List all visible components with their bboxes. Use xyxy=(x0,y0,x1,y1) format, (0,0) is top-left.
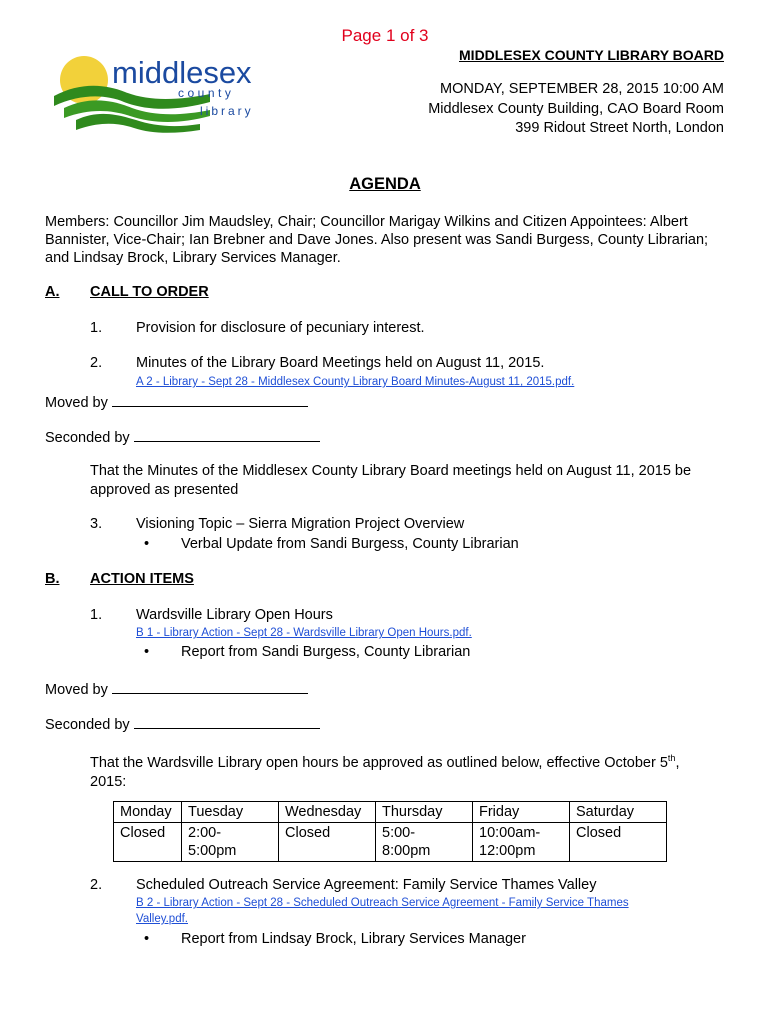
item-b2-attachment-link[interactable] xyxy=(136,895,629,927)
header-thursday: Thursday xyxy=(376,802,473,823)
meeting-date: MONDAY, SEPTEMBER 28, 2015 10:00 AM xyxy=(440,81,724,97)
meeting-location: Middlesex County Building, CAO Board Room xyxy=(428,100,724,117)
b-motion-line2: 2015: xyxy=(90,773,127,790)
hours-tuesday-end: 5:00pm xyxy=(188,843,237,859)
open-hours-header-row xyxy=(114,802,667,823)
section-b-letter: B. xyxy=(45,571,60,587)
agenda-title: AGENDA xyxy=(349,175,421,193)
moved-by-label: Moved by xyxy=(45,395,108,411)
b-motion-comma: , xyxy=(675,754,680,771)
hours-saturday-value: Closed xyxy=(576,825,622,841)
page-number: Page 1 of 3 xyxy=(341,26,429,45)
meeting-details xyxy=(428,80,724,139)
hours-thursday xyxy=(376,823,473,862)
header-saturday: Saturday xyxy=(570,802,667,823)
logo-word-county: county xyxy=(178,86,235,100)
section-a-letter: A. xyxy=(45,284,60,300)
open-hours-row xyxy=(114,823,667,862)
item-b1-attachment-link[interactable]: B 1 - Library Action - Sept 28 - Wardsville Library Open Hours.pdf. xyxy=(136,627,472,639)
header-wednesday: Wednesday xyxy=(279,802,376,823)
logo-word-library: library xyxy=(200,104,254,118)
hours-monday xyxy=(114,823,182,862)
hours-friday-end: 12:00pm xyxy=(479,843,536,859)
item-a3-text: Visioning Topic – Sierra Migration Project Overview xyxy=(136,516,465,532)
board-name: MIDDLESEX COUNTY LIBRARY BOARD xyxy=(459,47,724,63)
hours-tuesday-start: 2:00- xyxy=(188,825,222,841)
seconded-by-blank xyxy=(134,427,320,442)
seconded-by-blank xyxy=(134,714,320,729)
item-a3-bullet-text: Verbal Update from Sandi Burgess, County Librarian xyxy=(181,536,519,552)
item-b2-link-line1[interactable]: B 2 - Library Action - Sept 28 - Scheduled Outreach Service Agreement - Family Service Thames xyxy=(136,897,629,909)
item-b2-bullet-text: Report from Lindsay Brock, Library Services Manager xyxy=(181,931,526,947)
hours-wednesday-value: Closed xyxy=(285,825,331,841)
hours-thursday-start: 5:00- xyxy=(382,825,416,841)
header-monday: Monday xyxy=(114,802,182,823)
logo-word-middlesex: middlesex xyxy=(112,55,252,90)
b-seconded-by-line xyxy=(45,714,320,733)
a-motion-text: That the Minutes of the Middlesex County Library Board meetings held on August 11, 2015 be approved as presented xyxy=(90,463,692,498)
item-a2-text: Minutes of the Library Board Meetings held on August 11, 2015. xyxy=(136,355,545,371)
item-a2-attachment-link[interactable]: A 2 - Library - Sept 28 - Middlesex County Library Board Minutes-August 11, 2015.pdf. xyxy=(136,376,575,388)
hours-thursday-end: 8:00pm xyxy=(382,843,431,859)
item-b1-number: 1. xyxy=(90,607,103,623)
a-seconded-by-line xyxy=(45,427,320,446)
a-moved-by-line xyxy=(45,392,308,411)
meeting-address: 399 Ridout Street North, London xyxy=(515,120,724,136)
b-motion-text xyxy=(90,749,730,792)
hours-monday-value: Closed xyxy=(120,825,166,841)
item-a1-text: Provision for disclosure of pecuniary interest. xyxy=(136,320,425,336)
seconded-by-label: Seconded by xyxy=(45,430,130,446)
section-a-title: CALL TO ORDER xyxy=(90,284,209,300)
item-b2-link-line2[interactable]: Valley.pdf. xyxy=(136,913,188,925)
moved-by-blank xyxy=(112,392,308,407)
item-a2-number: 2. xyxy=(90,355,103,371)
item-b1-text: Wardsville Library Open Hours xyxy=(136,607,333,623)
bullet-icon: • xyxy=(144,536,150,552)
bullet-icon: • xyxy=(144,931,150,947)
item-a3-number: 3. xyxy=(90,516,103,532)
middlesex-county-library-logo xyxy=(50,52,270,136)
b-motion-line1: That the Wardsville Library open hours be approved as outlined below, effective October 5 xyxy=(90,754,668,771)
hours-friday-start: 10:00am- xyxy=(479,825,541,841)
item-b1-bullet-text: Report from Sandi Burgess, County Librarian xyxy=(181,644,471,660)
seconded-by-label: Seconded by xyxy=(45,717,130,733)
item-b2-text: Scheduled Outreach Service Agreement: Family Service Thames Valley xyxy=(136,877,597,893)
item-b2-number: 2. xyxy=(90,877,103,893)
item-a1-number: 1. xyxy=(90,320,103,336)
section-b-title: ACTION ITEMS xyxy=(90,571,194,587)
header-tuesday: Tuesday xyxy=(182,802,279,823)
hours-friday xyxy=(473,823,570,862)
b-motion-superscript: th xyxy=(667,753,676,763)
hours-saturday xyxy=(570,823,667,862)
moved-by-blank xyxy=(112,679,308,694)
members-paragraph: Members: Councillor Jim Maudsley, Chair; Councillor Marigay Wilkins and Citizen Appointees: Albert Bannister, Vice-Chair; Ian Brebner and Dave Jones. Also present was Sandi Burgess, County Librarian; and Lindsay Brock, Library Services Manager. xyxy=(45,214,709,266)
b-moved-by-line xyxy=(45,679,308,698)
moved-by-label: Moved by xyxy=(45,682,108,698)
open-hours-table xyxy=(113,801,667,862)
bullet-icon: • xyxy=(144,644,150,660)
hours-tuesday xyxy=(182,823,279,862)
header-friday: Friday xyxy=(473,802,570,823)
hours-wednesday xyxy=(279,823,376,862)
